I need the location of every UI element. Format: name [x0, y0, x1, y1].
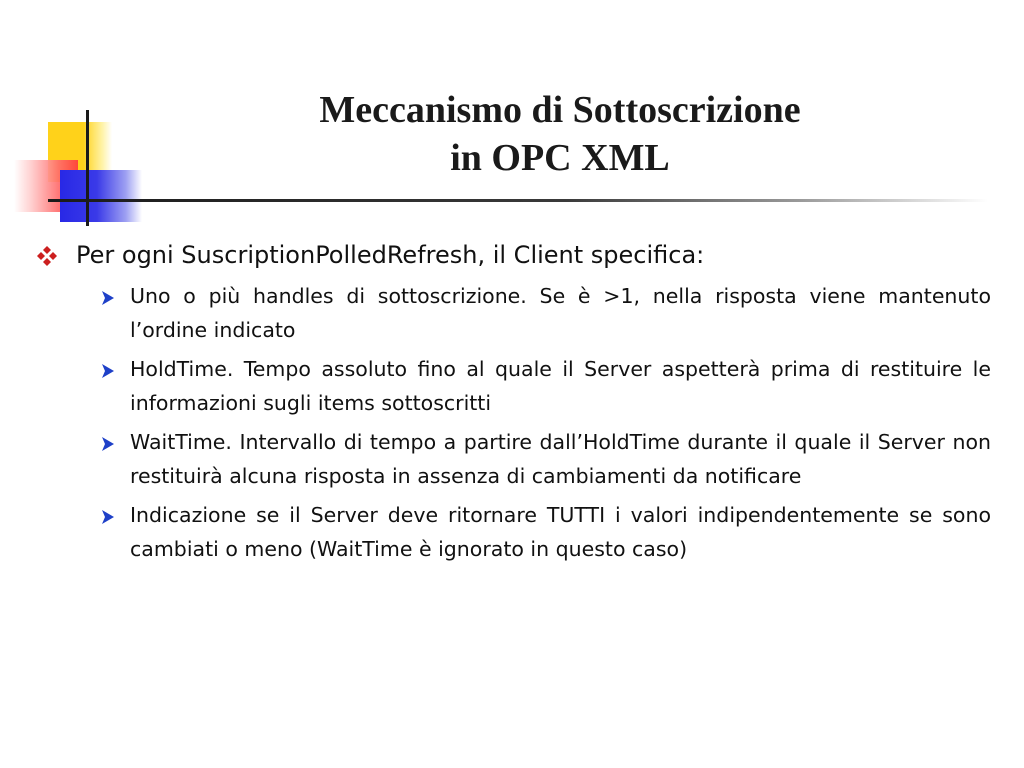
bullet-item-text: Uno o più handles di sottoscrizione. Se è >1, nella risposta viene mantenuto l’ordine indicato	[130, 284, 991, 342]
title-underline	[48, 199, 988, 202]
four-diamond-bullet-icon	[36, 245, 58, 267]
bullet-item-text: Indicazione se il Server deve ritornare TUTTI i valori indipendentemente se sono cambiati o meno (WaitTime è ignorato in questo caso)	[130, 503, 991, 561]
bullet-level-2	[100, 352, 991, 420]
decorative-vertical-line	[86, 110, 89, 226]
bullet-intro-text: Per ogni SuscriptionPolledRefresh, il Client specifica:	[76, 241, 705, 269]
bullet-level-2	[100, 498, 991, 566]
title-line-2: in OPC XML	[450, 137, 670, 179]
decorative-blue-square	[60, 170, 142, 222]
bullet-item-text: HoldTime. Tempo assoluto fino al quale il Server aspetterà prima di restituire le informazioni sugli items sottoscritti	[130, 357, 991, 415]
title-line-1: Meccanismo di Sottoscrizione	[319, 89, 801, 131]
bullet-level-2	[100, 279, 991, 347]
slide-body	[0, 236, 1024, 566]
bullet-level-2	[100, 425, 991, 493]
arrowhead-bullet-icon	[100, 509, 116, 525]
arrowhead-bullet-icon	[100, 363, 116, 379]
bullet-item-text: WaitTime. Intervallo di tempo a partire dall’HoldTime durante il quale il Server non restituirà alcuna risposta in assenza di cambiamenti da notificare	[130, 430, 991, 488]
slide-title	[200, 86, 920, 182]
arrowhead-bullet-icon	[100, 290, 116, 306]
bullet-level-1	[36, 236, 986, 274]
arrowhead-bullet-icon	[100, 436, 116, 452]
